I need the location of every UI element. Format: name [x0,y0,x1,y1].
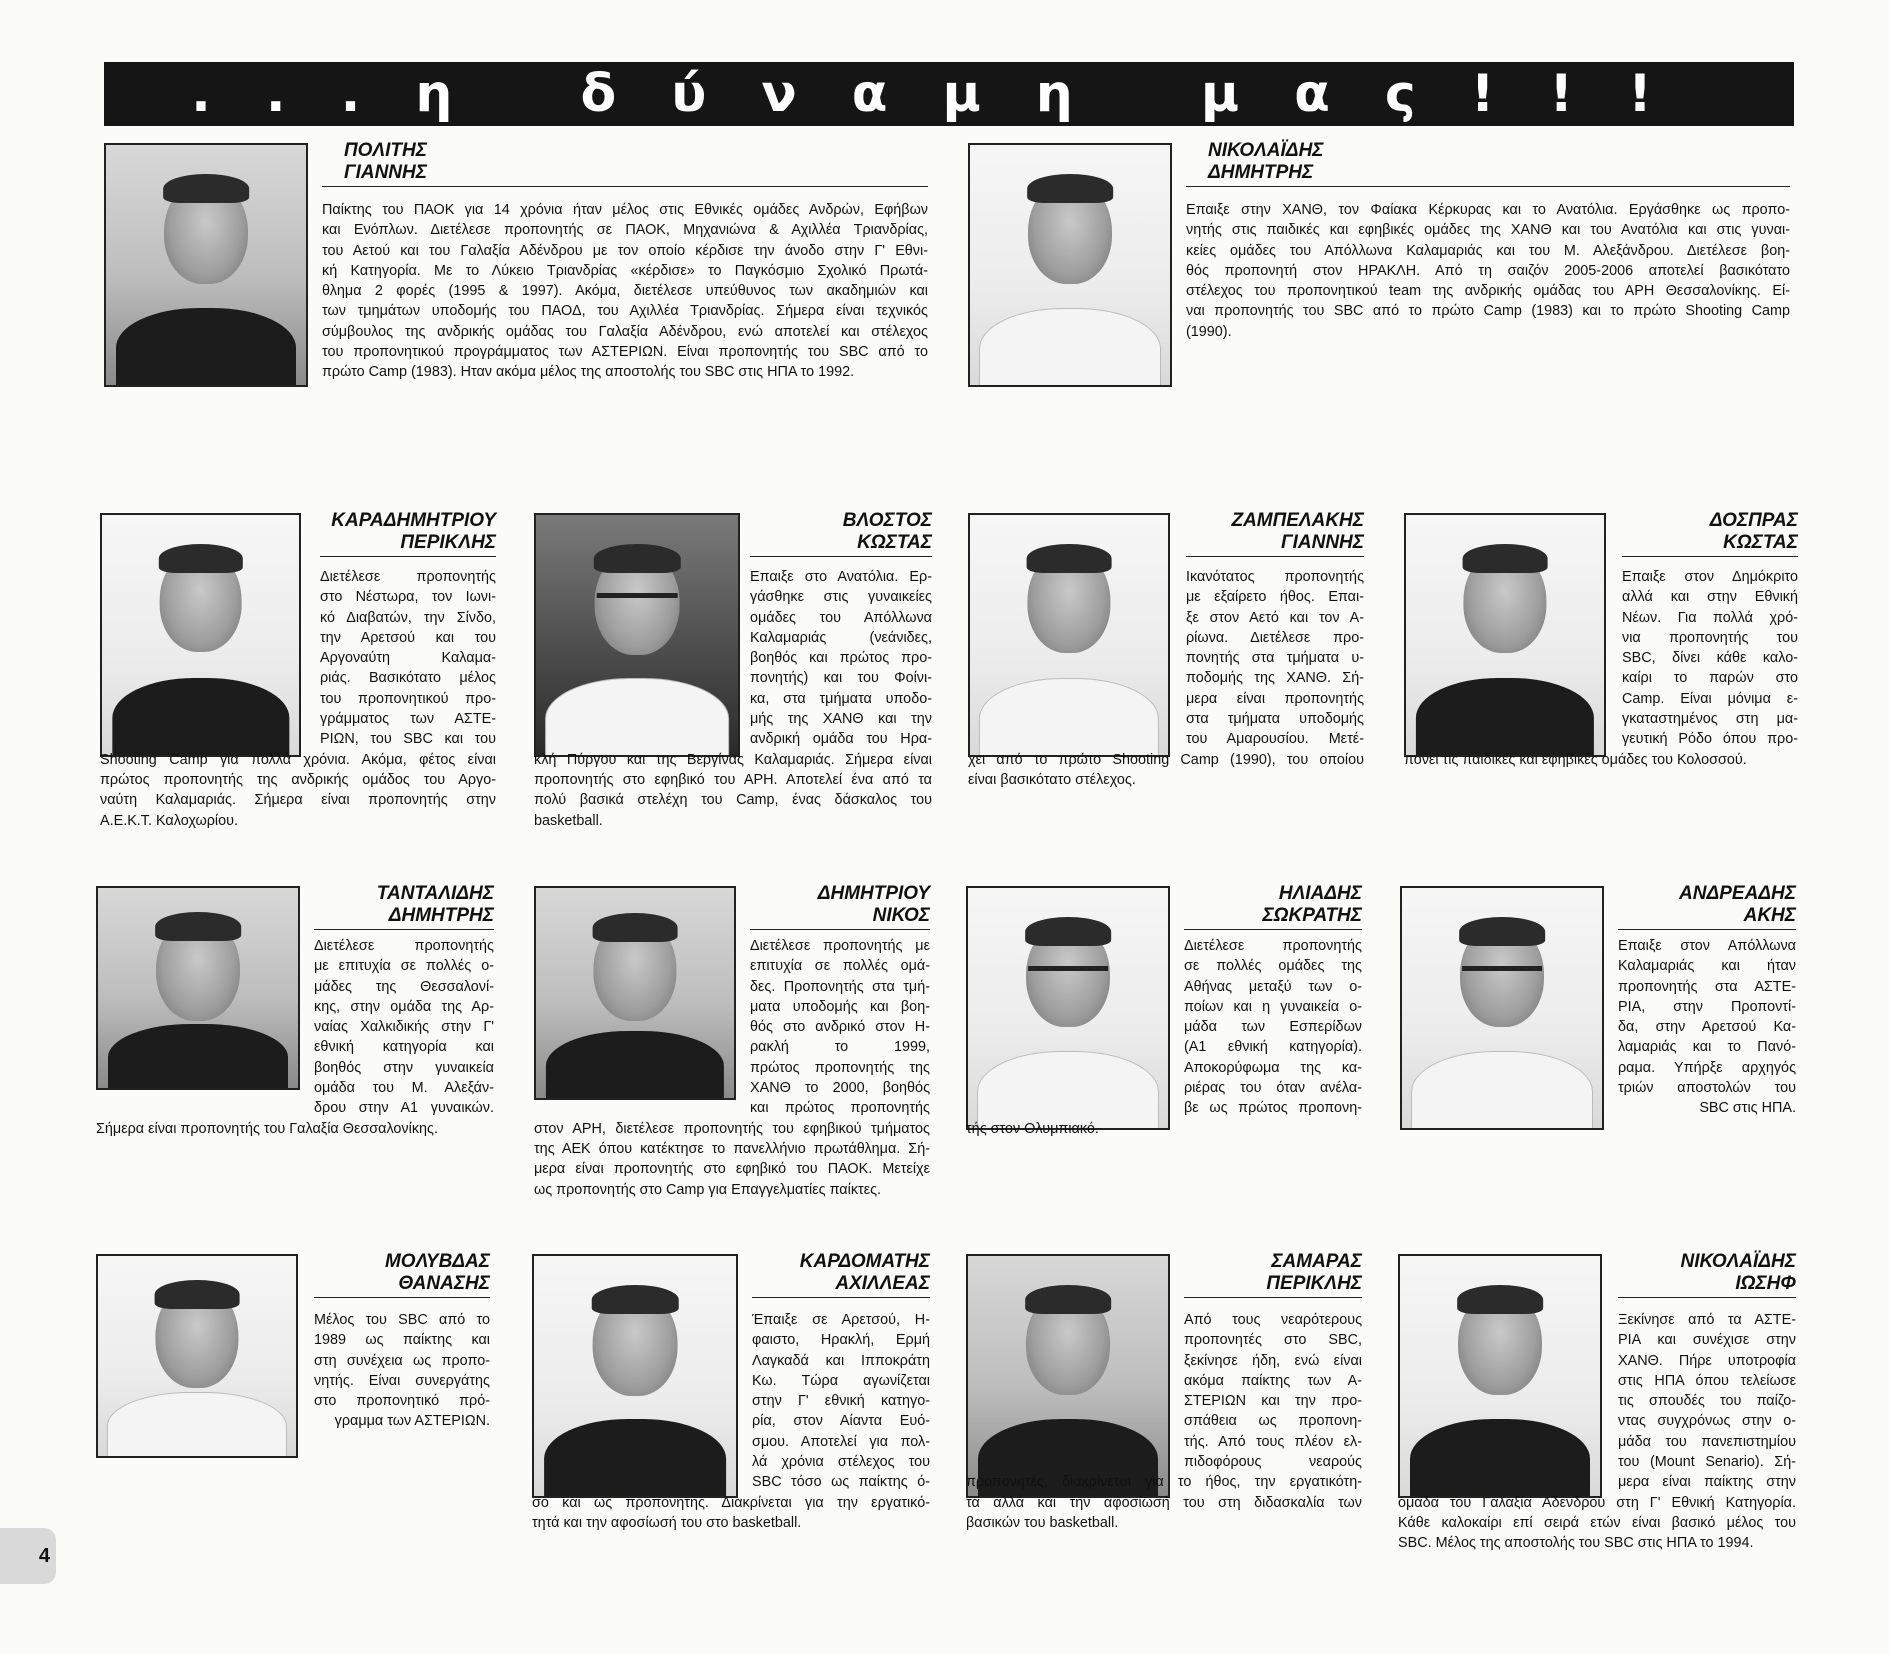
bio-line: με εξαίρετο ήθος. Επαι- [1186,589,1364,606]
person-name [1184,1251,1362,1295]
surname: ΔΗΜΗΤΡΙΟΥ [817,883,930,904]
person-name [1618,1251,1796,1295]
portrait-photo [1398,1254,1602,1498]
portrait-photo [104,143,308,387]
name-divider [314,929,494,930]
bio-line: Διετέλεσε προπονητής [1184,938,1362,954]
portrait-hair [594,544,681,574]
firstname: ΑΚΗΣ [1743,905,1796,926]
bio-line: ΧΑΝΘ. Πήρε υποτροφία [1618,1352,1796,1369]
bio-line: με επιτυχία σε πολλές ο- [314,958,494,975]
bio-line: σπάθεια ως προπονη- [1184,1413,1362,1430]
bio-text-continued [534,1119,930,1200]
bio-line: Διετέλεσε προπονητής [314,938,494,954]
bio-line: 1989 ως παίκτης και [314,1332,490,1349]
person-name [314,883,494,927]
portrait-photo [532,1254,738,1498]
bio-line: Καλαμαριάς και ήταν [1618,958,1796,975]
bio-line: σμου. Αποτελεί για πολ- [752,1433,930,1450]
bio-line: της ΑΕΚ όπου κατέκτησε το πανελλήνιο πρωτάθλημα. Σή- [534,1140,930,1157]
bio-line: Κω. Τώρα αγωνίζεται [752,1372,930,1389]
bio-line: κείες ομάδες του Απόλλωνα Καλαμαριάς και του Μ. Αλεξάνδρου. Διετέλεσε βοη- [1186,242,1790,259]
bio-line: θός στο ανδρικό στον Η- [750,1019,930,1036]
bio-line: κό Διαβατών, την Σίνδο, [320,609,496,626]
firstname: ΓΙΑΝΝΗΣ [344,162,427,183]
firstname: ΚΩΣΤΑΣ [1723,532,1798,553]
bio-line: ΣΤΕΡΙΩΝ και την προ- [1184,1393,1362,1410]
bio-line: θός προπονητή στον ΗΡΑΚΛΗ. Από τη σαιζόν 2005-2006 αποτελεί βασικότατο [1186,262,1790,279]
bio-text [314,1310,490,1432]
name-divider [1186,186,1790,187]
bio-line: πιδοφόρους νεαρούς [1184,1454,1362,1471]
firstname: ΓΙΑΝΝΗΣ [1281,532,1364,553]
bio-line: basketball. [534,812,603,829]
bio-line: μερα είναι προπονητής [1186,690,1364,707]
bio-line: προπονητής στο εφηβικό του ΑΡΗ. Αποτελεί ένα από τα [534,771,932,788]
bio-text [750,567,932,750]
bio-text [320,567,496,750]
bio-line: τής στον Ολυμπιακό. [966,1120,1099,1137]
bio-line: ρακλή το 1999, [750,1039,930,1056]
bio-line: τα αλλά και την αφοσίωσή του στη διδασκαλία των [966,1494,1362,1511]
portrait-shirt [1416,678,1594,757]
bio-line: βε ως πρώτος προπονη- [1184,1100,1362,1117]
bio-line: βοηθός στην γυναικεία [314,1059,494,1076]
bio-line: και Ενόπλων. Διετέλεσε προπονητής σε ΠΑΟΚ, Μηχανιώνα & Αχιλλέα Τριανδρίας, [322,222,928,239]
portrait-hair [1459,917,1545,946]
bio-line: πονεί τις παιδικές και εφηβικές ομάδες του Κολοσσού. [1404,751,1747,768]
bio-line: ρία, στον Αίαντα Ευό- [752,1413,930,1430]
bio-line: ως προπονητής στο Camp για Επαγγελματίες παίκτες. [534,1181,882,1198]
page-banner [104,62,1794,126]
surname: ΔΟΣΠΡΑΣ [1709,510,1798,531]
bio-line: στο προπονητικό πρό- [314,1393,490,1410]
bio-line: του προπονητικού προγράμματος των ΑΣΤΕΡΙΩΝ. Είναι προπονητής του SBC από το [322,344,928,361]
firstname: ΙΩΣΗΦ [1735,1273,1796,1294]
name-divider [1618,929,1796,930]
person-name [320,510,496,554]
bio-line: του προπονητικού προ- [320,690,496,707]
bio-text [752,1310,930,1493]
firstname: ΔΗΜΗΤΡΗΣ [388,905,494,926]
bio-line: νητής στις παιδικές και εφηβικές ομάδες της ΧΑΝΘ και του Ανατόλια και στις γυναι- [1186,222,1790,239]
bio-line: Από τους νεαρότερους [1184,1312,1362,1328]
firstname: ΝΙΚΟΣ [872,905,930,926]
surname: ΑΝΔΡΕΑΔΗΣ [1679,883,1796,904]
person-name [1618,883,1796,927]
bio-text [322,200,928,383]
bio-line: Καλαμαριάς (νεάνιδες, [750,629,932,646]
portrait-shirt [544,1419,726,1498]
bio-line: πονητής στα τμήματα υ- [1186,650,1364,667]
surname: ΝΙΚΟΛΑΪΔΗΣ [1680,1251,1796,1272]
bio-line: Λαγκαδά και Ιπποκράτη [752,1352,930,1369]
bio-line: ΡΙΑ και συνέχισε στην [1618,1332,1796,1349]
portrait-hair [593,913,678,942]
bio-line: γράμματος των ΑΣΤΕ- [320,711,496,728]
bio-line: πρώτος προπονητής της [750,1059,930,1076]
bio-line: Επαιξε στην ΧΑΝΘ, τον Φαίακα Κέρκυρας και το Ανατόλια. Εργάσθηκε ως προπο- [1186,202,1790,218]
portrait-photo [100,513,301,757]
portrait-photo [1404,513,1606,757]
bio-line: ΧΑΝΘ το 2000, βοηθός [750,1080,930,1097]
portrait-hair [1457,1285,1543,1314]
bio-line: σο και ως προπονητής. Διακρίνεται για την εργατικό- [532,1494,930,1511]
surname: ΜΟΛΥΒΔΑΣ [384,1251,490,1272]
person-name [1622,510,1798,554]
banner-title: ...η δύναμη μας!!! [191,64,1707,124]
bio-line: ραμα. Υπήρξε αρχηγός [1618,1059,1796,1076]
bio-text-continued [966,1472,1362,1533]
bio-text [314,936,494,1119]
bio-text [1618,1310,1796,1493]
bio-line: γευτική Ρόδο όπου προ- [1622,731,1798,748]
bio-text-continued [534,750,932,831]
person-name [750,883,930,927]
portrait-shirt [112,678,289,757]
person-name [1186,140,1812,184]
bio-line: στέλεχος του προπονητικού team της ανδρικής ομάδας του ΑΡΗ Θεσσαλονίκης. Εί- [1186,283,1790,300]
portrait-hair [158,544,242,573]
bio-line: τής. Από τους πλέον ελ- [1184,1433,1362,1450]
name-divider [752,1297,930,1298]
bio-line: προπονητές, διακρίνεται για το ήθος, την εργατικότη- [966,1474,1362,1491]
name-divider [1186,556,1364,557]
bio-text-continued [966,1119,1362,1139]
surname: ΚΑΡΔΟΜΑΤΗΣ [799,1251,930,1272]
bio-line: κλή Πύργου και της Βεργίνας Καλαμαριάς. Σήμερα είναι [534,751,932,768]
surname: ΣΑΜΑΡΑΣ [1271,1251,1362,1272]
portrait-shirt [546,1031,724,1100]
bio-line: Αποκορύφωμα της κα- [1184,1059,1362,1076]
name-divider [750,929,930,930]
bio-line: SBC στις ΗΠΑ. [1699,1100,1796,1117]
surname: ΝΙΚΟΛΑΪΔΗΣ [1208,140,1324,161]
name-divider [314,1297,490,1298]
person-name [1184,883,1362,927]
bio-line: Camp. Είναι μόνιμα ε- [1622,690,1798,707]
bio-line: Επαιξε στον Δημόκριτο [1622,569,1798,585]
bio-line: τριών αποστολών του [1618,1080,1796,1097]
bio-line: κή Κατηγορία. Με το Λύκειο Τριανδρίας «κέρδισε» το Παγκόσμιο Σχολικό Πρωτά- [322,262,928,279]
portrait-photo [966,886,1170,1130]
bio-text [1618,936,1796,1119]
portrait-photo [534,513,740,757]
bio-line: Ικανότατος προπονητής [1186,569,1364,585]
surname: ΒΛΟΣΤΟΣ [842,510,932,531]
bio-line: στη συνέχεια ως προπο- [314,1352,490,1369]
bio-line: ομάδα του Γαλαξία Αδένδρου στη Γ' Εθνική Κατηγορία. [1398,1494,1796,1511]
bio-line: Σήμερα είναι προπονητής του Γαλαξία Θεσσαλονίκης. [96,1120,438,1137]
bio-line: Διετέλεσε προπονητής με [750,938,930,954]
portrait-shirt [116,308,296,387]
bio-line: SBC, δίνει κάθε καλο- [1622,650,1798,667]
bio-line: ξεκίνησε ήδη, ενώ είναι [1184,1352,1362,1369]
bio-line: (1990). [1186,323,1232,340]
firstname: ΠΕΡΙΚΛΗΣ [400,532,496,553]
bio-line: ριάς. Βασικότατο μέλος [320,670,496,687]
bio-line: Shooting Camp για πολλά χρόνια. Ακόμα, φέτος είναι [100,751,496,768]
bio-line: την Αρετσού και του [320,629,496,646]
bio-line: Ξεκίνησε από τα ΑΣΤΕ- [1618,1312,1796,1328]
surname: ΠΟΛΙΤΗΣ [344,140,427,161]
bio-line: πρώτο Camp (1983). Ηταν ακόμα μέλος της αποστολής του SBC στις ΗΠΑ το 1992. [322,364,855,381]
bio-line: βασικών του basketball. [966,1514,1119,1531]
person-name [752,1251,930,1295]
bio-line: φαιστο, Ηρακλή, Ερμή [752,1332,930,1349]
bio-line: ναύτη Καλαμαριάς. Σήμερα είναι προπονητής στην [100,792,496,809]
bio-line: Κάθε καλοκαίρι επί σειρά ετών είναι βασικό μέλος του [1398,1514,1796,1531]
person-name [314,1251,490,1295]
bio-line: Επαιξε στο Ανατόλια. Ερ- [750,569,932,585]
portrait-shirt [108,1024,288,1090]
bio-line: Νέων. Για πολλά χρό- [1622,609,1798,626]
bio-text-continued [532,1493,930,1534]
bio-line: του Αετού και του Γαλαξία Αδένδρου με τον οποίο κέρδισε την άνοδο στην Γ' Εθνι- [322,242,928,259]
bio-line: κα, στα τμήματα υποδο- [750,690,932,707]
name-divider [322,186,928,187]
portrait-shirt [107,1392,287,1458]
bio-line: ΡΙΑ, στην Προποντί- [1618,998,1796,1015]
bio-line: γκαταστημένος στη μα- [1622,711,1798,728]
bio-line: δες. Προπονητής στα τμή- [750,978,930,995]
portrait-glasses [1028,966,1108,971]
portrait-hair [592,1285,679,1315]
bio-line: στην Γ' εθνική κατηγο- [752,1393,930,1410]
bio-line: Α.Ε.Κ.Τ. Καλοχωρίου. [100,812,238,829]
page-number: 4 [0,1528,56,1584]
portrait-photo [966,1254,1170,1498]
bio-line: ακόμα παίκτης των Α- [1184,1372,1362,1389]
name-divider [1618,1297,1796,1298]
bio-line: και πρώτος προπονητής [750,1100,930,1117]
firstname: ΣΩΚΡΑΤΗΣ [1262,905,1362,926]
portrait-shirt [1410,1419,1590,1498]
bio-line: πονητής) και του Φοίνι- [750,670,932,687]
bio-line: Επαιξε στον Απόλλωνα [1618,938,1796,954]
bio-text [1622,567,1798,750]
bio-line: προπονητές στο SBC, [1184,1332,1362,1349]
bio-line: ριέρας του όταν ανέλα- [1184,1080,1362,1097]
portrait-hair [1025,917,1111,946]
bio-line: ρίωνα. Διετέλεσε προ- [1186,629,1364,646]
bio-text [1186,200,1790,342]
bio-text-continued [96,1119,494,1139]
bio-line: Μέλος του SBC από το [314,1312,490,1328]
bio-line: ναι προπονητής του SBC από το πρώτο Camp (1983) και το πρώτο Shooting Camp [1186,303,1790,320]
bio-line: μάδα του πανεπιστημίου [1618,1433,1796,1450]
surname: ΖΑΜΠΕΛΑΚΗΣ [1231,510,1364,531]
bio-line: (Α1 εθνική κατηγορία). [1184,1039,1362,1056]
bio-text [1184,1310,1362,1472]
bio-line: σε πολλές ομάδες της [1184,958,1362,975]
portrait-photo [96,886,300,1090]
bio-line: βοηθός και πρώτος προ- [750,650,932,667]
bio-text-continued [1404,750,1798,770]
bio-line: γάσθηκε στις γυναικείες [750,589,932,606]
portrait-hair [155,912,241,941]
bio-line: λαμαριάς και το Πανό- [1618,1039,1796,1056]
firstname: ΑΧΙΛΛΕΑΣ [835,1273,930,1294]
firstname: ΘΑΝΑΣΗΣ [398,1273,490,1294]
bio-line: των τμημάτων υποδομής του ΠΑΟΔ, του Αχιλλέα Τριανδρίας. Σήμερα είναι τεχνικός [322,303,928,320]
surname: ΤΑΝΤΑΛΙΔΗΣ [376,883,494,904]
name-divider [1184,1297,1362,1298]
bio-line: ανδρική ομάδα του Ηρα- [750,731,932,748]
bio-line: λά χρόνια στέλεχος του [752,1454,930,1471]
bio-line: θλημα 2 φορές (1995 & 1997). Ακόμα, διετέλεσε υπεύθυνος των ακαδημιών και [322,283,928,300]
bio-line: τητά και την αφοσίωσή του στο basketball. [532,1514,802,1531]
bio-line: τις σπουδές του παίζο- [1618,1393,1796,1410]
bio-line: του Αμαρουσίου. Μετέ- [1186,731,1364,748]
bio-line: εθνική κατηγορία και [314,1039,494,1056]
bio-line: νια προπονητής του [1622,629,1798,646]
bio-line: ποδομής της ΧΑΝΘ. Σή- [1186,670,1364,687]
bio-line: χει από το πρώτο Shooting Camp (1990), του οποίου [968,751,1364,768]
portrait-hair [1027,544,1112,573]
portrait-hair [1027,174,1113,203]
portrait-shirt [545,678,729,757]
bio-line: ματα υποδομής και βοη- [750,998,930,1015]
bio-line: ομάδες του Απόλλωνα [750,609,932,626]
name-divider [1184,929,1362,930]
bio-line: πρώτος προπονητής της ανδρικής ομάδος του Αργο- [100,771,496,788]
bio-line: SBC. Μέλος της αποστολής του SBC στις ΗΠΑ το 1994. [1398,1535,1754,1552]
bio-line: μάδα των Εσπερίδων [1184,1019,1362,1036]
portrait-shirt [979,308,1161,387]
bio-line: Έπαιξε σε Αρετσού, Η- [752,1312,930,1328]
portrait-hair [163,174,249,203]
bio-line: γραμμα των ΑΣΤΕΡΙΩΝ. [334,1413,490,1430]
bio-line: καίρι το παρών στο [1622,670,1798,687]
bio-line: επιτυχία σε πολλές ομά- [750,958,930,975]
name-divider [750,556,932,557]
bio-text [1186,567,1364,750]
bio-line: Παίκτης του ΠΑΟΚ για 14 χρόνια ήταν μέλος στις Εθνικές ομάδες Ανδρών, Εφήβων [322,202,928,218]
portrait-photo [1400,886,1604,1130]
bio-line: SBC τόσο ως παίκτης ό- [752,1474,930,1491]
surname: ΚΑΡΑΔΗΜΗΤΡΙΟΥ [331,510,496,531]
name-divider [320,556,496,557]
bio-line: προπονητής στα ΑΣΤΕ- [1618,978,1796,995]
portrait-photo [968,513,1170,757]
portrait-hair [1463,544,1548,573]
bio-line: πολύ βασικά στελέχη του Camp, ένας δάσκαλος του [534,792,932,809]
portrait-shirt [1411,1051,1593,1130]
bio-line: ομάδα του Μ. Αλεξάν- [314,1080,494,1097]
bio-line: του (Mount Senario). Σή- [1618,1454,1796,1471]
portrait-hair [155,1280,240,1309]
bio-line: μερα είναι παίκτης στην [1618,1474,1796,1491]
surname: ΗΛΙΑΔΗΣ [1278,883,1362,904]
bio-text-continued [968,750,1364,791]
bio-line: σύμβουλος της ανδρικής ομάδας του Γαλαξία Αδένδρου, ενώ αποτελεί και στέλεχος [322,323,928,340]
bio-line: μής της ΧΑΝΘ και την [750,711,932,728]
bio-line: μάδες της Θεσσαλονί- [314,978,494,995]
bio-line: ναίας Χαλκιδικής στην Γ' [314,1019,494,1036]
bio-line: στο Νέστωρα, τον Ιωνι- [320,589,496,606]
bio-text [750,936,930,1119]
portrait-photo [534,886,736,1100]
bio-line: ποίων και η γυναικεία ο- [1184,998,1362,1015]
bio-line: Αθήνας μεταξύ των ο- [1184,978,1362,995]
bio-text-continued [1398,1493,1796,1554]
portrait-glasses [1462,966,1542,971]
portrait-hair [1025,1285,1111,1314]
portrait-photo [96,1254,298,1458]
bio-line: δα, στην Αρετσού Κα- [1618,1019,1796,1036]
portrait-shirt [979,678,1159,757]
bio-line: Διετέλεσε προπονητής [320,569,496,585]
person-name [322,140,950,184]
bio-line: ντας συγχρόνως στην ο- [1618,1413,1796,1430]
bio-line: αλλά και στην Εθνική [1622,589,1798,606]
bio-line: στον ΑΡΗ, διετέλεσε προπονητής του εφηβικού τμήματος [534,1120,930,1137]
bio-line: είναι βασικότατο στέλεχος. [968,771,1136,788]
portrait-photo [968,143,1172,387]
firstname: ΔΗΜΗΤΡΗΣ [1208,162,1314,183]
bio-line: μερα είναι προπονητής στο εφηβικό του ΠΑΟΚ. Μετείχε [534,1161,930,1178]
bio-line: δρου στην Α1 γυναικών. [314,1100,494,1117]
name-divider [1622,556,1798,557]
person-name [750,510,932,554]
bio-text [1184,936,1362,1119]
bio-text-continued [100,750,496,831]
person-name [1186,510,1364,554]
bio-line: Αργοναύτη Καλαμα- [320,650,496,667]
bio-line: κης, στην ομάδα της Αρ- [314,998,494,1015]
bio-line: ξε στον Αετό και τον Α- [1186,609,1364,626]
bio-line: στα τμήματα υποδομής [1186,711,1364,728]
bio-line: στις ΗΠΑ όπου τελείωσε [1618,1372,1796,1389]
firstname: ΚΩΣΤΑΣ [857,532,932,553]
firstname: ΠΕΡΙΚΛΗΣ [1266,1273,1362,1294]
bio-line: νητής. Είναι συνεργάτης [314,1372,490,1389]
bio-line: ΡΙΩΝ, του SBC και του [320,731,496,748]
portrait-glasses [597,593,678,598]
